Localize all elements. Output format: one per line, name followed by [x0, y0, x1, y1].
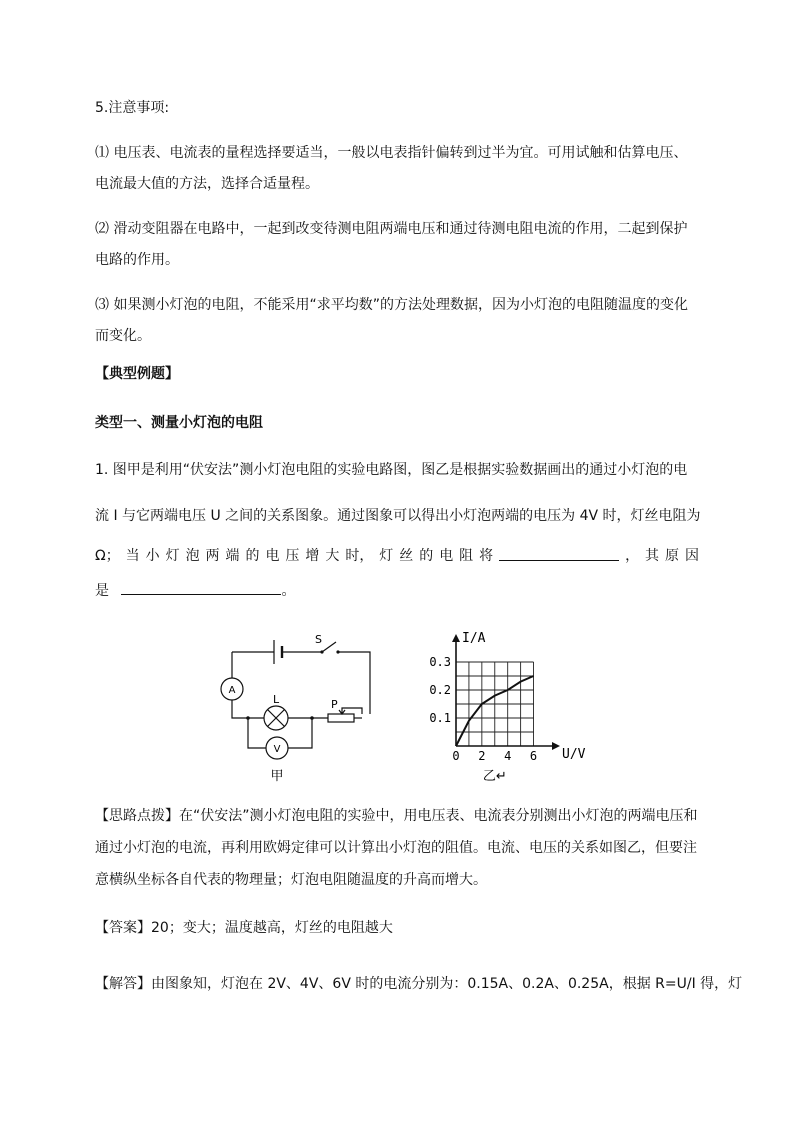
notes-title: 5.注意事项:: [95, 100, 170, 116]
iv-grid: [456, 662, 534, 746]
q3-char: 灯: [379, 548, 394, 564]
q3-char: 的: [419, 548, 434, 564]
rheostat-slider-arrow: [339, 708, 362, 714]
x-axis-arrow: [552, 742, 560, 750]
rheostat-label: P: [331, 698, 338, 711]
q3-char: 其: [645, 548, 660, 564]
question-line-1: 1. 图甲是利用“伏安法”测小灯泡电阻的实验电路图，图乙是根据实验数据画出的通过小灯泡的电: [95, 462, 688, 478]
q3-char: 因: [684, 548, 699, 564]
lamp-label: L: [273, 693, 280, 706]
note-2-line-2: 电路的作用。: [95, 252, 179, 268]
iv-graph: [424, 628, 596, 788]
circuit-diagram: [212, 628, 392, 788]
note-3-line-2: 而变化。: [95, 328, 151, 344]
wire-left: [232, 652, 264, 718]
q3-char: 时，: [345, 548, 374, 564]
wire-top-right: [338, 652, 370, 714]
answer-blank-1[interactable]: [499, 546, 619, 561]
answer-line: 【答案】20；变大；温度越高，灯丝的电阻越大: [95, 920, 393, 936]
q3-char: 电: [265, 548, 280, 564]
q3-char: 小: [145, 548, 160, 564]
circuit-caption: 甲: [270, 769, 284, 784]
solution-line-1: 【解答】由图象知，灯泡在 2V、4V、6V 时的电流分别为：0.15A、0.2A、0.25A，根据 R=U/I 得，灯: [95, 976, 743, 992]
q4-suffix: 。: [281, 583, 296, 599]
note-1-line-1: ⑴ 电压表、电流表的量程选择要适当，一般以电表指针偏转到过半为宜。可用试触和估算电压、: [95, 145, 688, 161]
ammeter-label: A: [228, 685, 236, 696]
x-tick-label: 4: [504, 749, 512, 763]
q3-char: 大: [325, 548, 340, 564]
q3-char: Ω；: [95, 548, 120, 564]
note-3-line-1: ⑶ 如果测小灯泡的电阻，不能采用“求平均数”的方法处理数据，因为小灯泡的电阻随温度的变化: [95, 297, 688, 313]
q3-char: 压: [285, 548, 300, 564]
question-line-3: [95, 546, 699, 566]
type-heading: 类型一、测量小灯泡的电阻: [95, 415, 263, 431]
q3-char: 灯: [165, 548, 180, 564]
switch-blade: [322, 642, 336, 652]
q3-char: 端: [225, 548, 240, 564]
q3-char: 的: [245, 548, 260, 564]
q3-char: 丝: [399, 548, 414, 564]
rheostat-body: [328, 714, 354, 722]
y-axis-arrow: [452, 634, 460, 642]
graph-caption: 乙↵: [482, 769, 507, 784]
question-line-2: 流 I 与它两端电压 U 之间的关系图象。通过图象可以得出小灯泡两端的电压为 4V 时，灯丝电阻为: [95, 508, 701, 524]
switch-contact: [320, 650, 323, 653]
q3-char: 将: [479, 548, 494, 564]
iv-axes: [452, 634, 560, 750]
q3-char: 原: [665, 548, 680, 564]
q4-prefix: 是: [95, 583, 109, 599]
note-2-line-1: ⑵ 滑动变阻器在电路中，一起到改变待测电阻两端电压和通过待测电阻电流的作用，二起到保护: [95, 221, 688, 237]
x-tick-label: 2: [478, 749, 486, 763]
q3-char: 阻: [459, 548, 474, 564]
note-1-line-2: 电流最大值的方法，选择合适量程。: [95, 176, 319, 192]
q3-char: 电: [439, 548, 454, 564]
y-tick-label: 0.2: [429, 683, 451, 697]
q3-char: 泡: [185, 548, 200, 564]
x-tick-label: 0: [452, 749, 460, 763]
q3-char: 当: [125, 548, 140, 564]
answer-blank-2[interactable]: [121, 580, 281, 595]
voltmeter-label: V: [273, 744, 281, 755]
hint-line-2: 通过小灯泡的电流，再利用欧姆定律可以计算出小灯泡的阻值。电流、电压的关系如图乙，但要注: [95, 840, 697, 856]
question-line-4: [95, 580, 295, 601]
switch-contact: [336, 650, 339, 653]
y-tick-label: 0.3: [429, 655, 451, 669]
hint-line-3: 意横纵坐标各自代表的物理量；灯泡电阻随温度的升高而增大。: [95, 872, 487, 888]
switch-label: S: [315, 633, 322, 646]
hint-line-1: 【思路点拨】在“伏安法”测小灯泡电阻的实验中，用电压表、电流表分别测出小灯泡的两端电压和: [95, 808, 698, 824]
junction-dot: [246, 716, 250, 720]
examples-heading: 【典型例题】: [95, 366, 179, 382]
x-tick-label: 6: [529, 749, 538, 763]
y-tick-label: 0.1: [429, 711, 451, 725]
x-axis-label: U/V: [562, 747, 586, 762]
q3-char: 两: [205, 548, 220, 564]
y-axis-label: I/A: [462, 631, 486, 646]
q3-char: 增: [305, 548, 320, 564]
q3-char: ，: [625, 548, 640, 564]
junction-dot: [310, 716, 314, 720]
